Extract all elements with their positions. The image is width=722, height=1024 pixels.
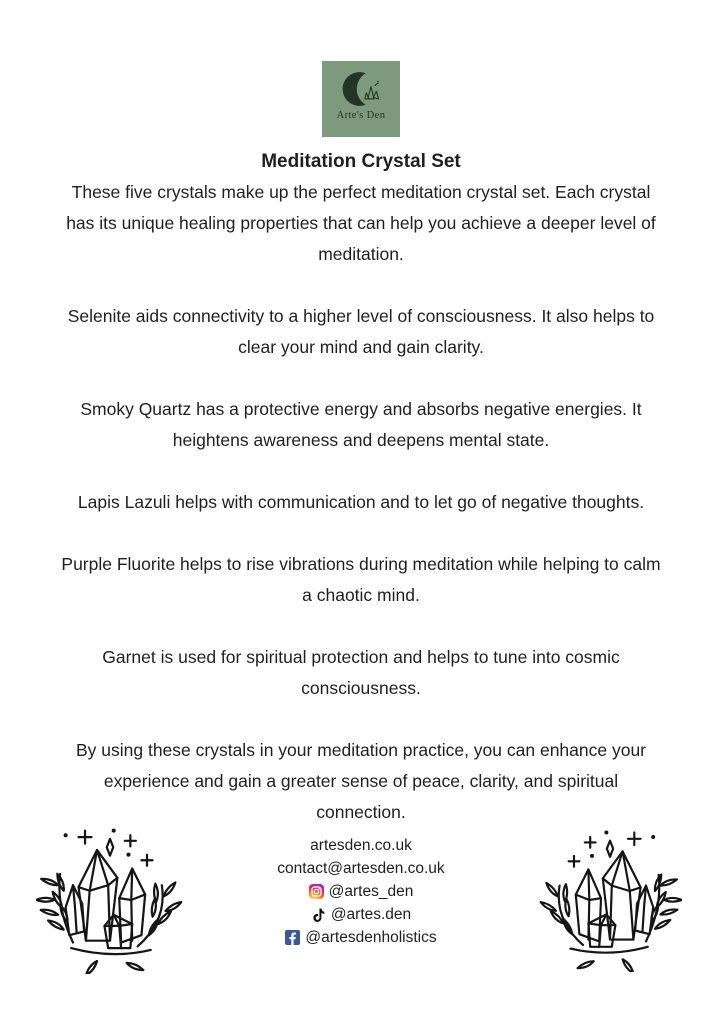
instagram-icon xyxy=(309,884,324,899)
crescent-moon-with-crystals-icon xyxy=(338,61,384,112)
email-text: contact@artesden.co.uk xyxy=(277,860,445,877)
document-body xyxy=(61,146,661,828)
facebook-handle: @artesdenholistics xyxy=(305,929,437,946)
crystal-illustration-left xyxy=(36,826,184,974)
brand-name: Arte's Den xyxy=(336,110,386,121)
tiktok-icon xyxy=(311,907,326,923)
crystal-illustration-right xyxy=(538,828,682,972)
paragraph-smoky-quartz: Smoky Quartz has a protective energy and absorbs negative energies. It heightens awareness and deepens mental state. xyxy=(80,399,642,450)
website-text: artesden.co.uk xyxy=(310,837,412,854)
paragraph-lapis-lazuli: Lapis Lazuli helps with communication and to let go of negative thoughts. xyxy=(77,492,645,512)
instagram-handle: @artes_den xyxy=(328,883,414,900)
paragraph-closing: By using these crystals in your meditation practice, you can enhance your experience and gain a greater sense of peace, clarity, and spiritual connection. xyxy=(75,740,647,822)
paragraph-intro: These five crystals make up the perfect meditation crystal set. Each crystal has its unique healing properties that can help you achieve a deeper level of meditation. xyxy=(66,182,656,264)
paragraph-purple-fluorite: Purple Fluorite helps to rise vibrations during meditation while helping to calm a chaotic mind. xyxy=(61,554,661,605)
paragraph-garnet: Garnet is used for spiritual protection and helps to tune into cosmic consciousness. xyxy=(102,647,620,698)
brand-logo xyxy=(322,61,400,137)
tiktok-handle: @artes.den xyxy=(330,906,412,923)
page-title: Meditation Crystal Set xyxy=(261,151,461,172)
paragraph-selenite: Selenite aids connectivity to a higher level of consciousness. It also helps to clear your mind and gain clarity. xyxy=(67,306,655,357)
facebook-icon xyxy=(285,930,300,945)
